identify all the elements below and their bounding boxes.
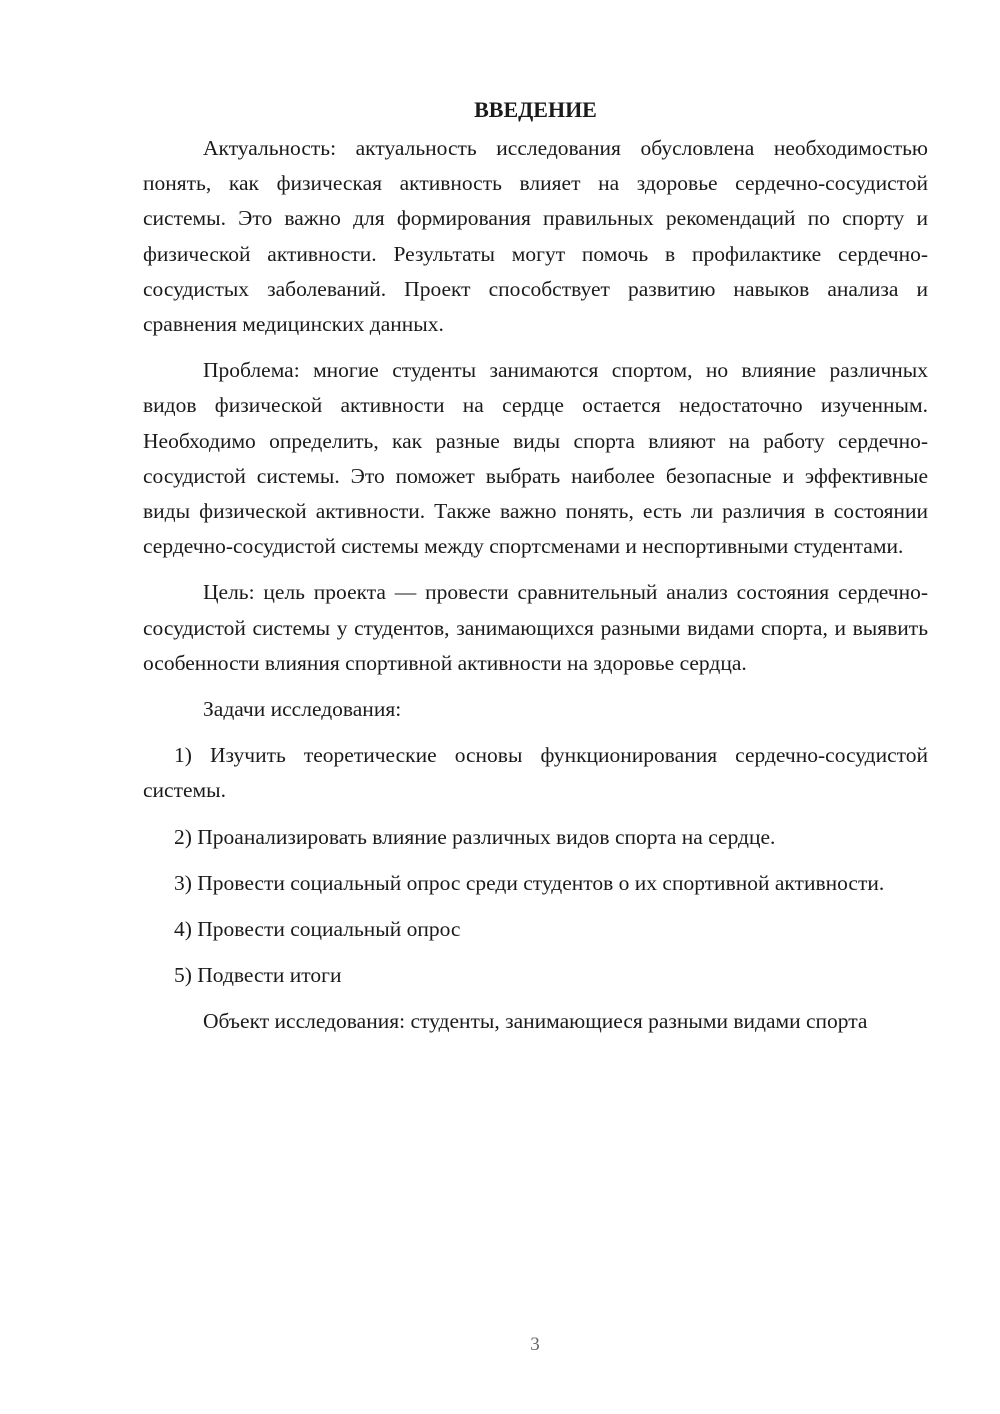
task-item-4: 4) Провести социальный опрос <box>174 917 461 942</box>
page-number: 3 <box>530 1334 540 1355</box>
tasks-intro: Задачи исследования: <box>203 697 402 722</box>
task-item-3: 3) Провести социальный опрос среди студентов о их спортивной активности. <box>174 870 885 895</box>
task-item-1: 1) Изучить теоретические основы функционирования сердечно-сосудистой системы. <box>143 743 928 803</box>
task-item-2: 2) Проанализировать влияние различных видов спорта на сердце. <box>174 824 776 849</box>
document-page <box>143 92 928 1040</box>
section-heading: ВВЕДЕНИЕ <box>474 97 597 122</box>
task-item-5: 5) Подвести итоги <box>174 963 342 988</box>
goal-paragraph: Цель: цель проекта — провести сравнительный анализ состояния сердечно-сосудистой системы у студентов, занимающихся разными видами спорта, и выявить особенности влияния спортивной активности на здоровье сердца. <box>143 580 928 675</box>
object-paragraph: Объект исследования: студенты, занимающиеся разными видами спорта <box>203 1009 868 1034</box>
problem-paragraph: Проблема: многие студенты занимаются спортом, но влияние различных видов физической активности на сердце остается недостаточно изученным. Необходимо определить, как разные виды спорта влияют на работу сердечно-сосудистой системы. Это поможет выбрать наиболее безопасные и эффективные виды физической активности. Также важно понять, есть ли различия в состоянии сердечно-сосудистой системы между спортсменами и неспортивными студентами. <box>143 358 928 559</box>
relevance-paragraph: Актуальность: актуальность исследования обусловлена необходимостью понять, как физическая активность влияет на здоровье сердечно-сосудистой системы. Это важно для формирования правильных рекомендаций по спорту и физической активности. Результаты могут помочь в профилактике сердечно-сосудистых заболеваний. Проект способствует развитию навыков анализа и сравнения медицинских данных. <box>143 136 928 337</box>
